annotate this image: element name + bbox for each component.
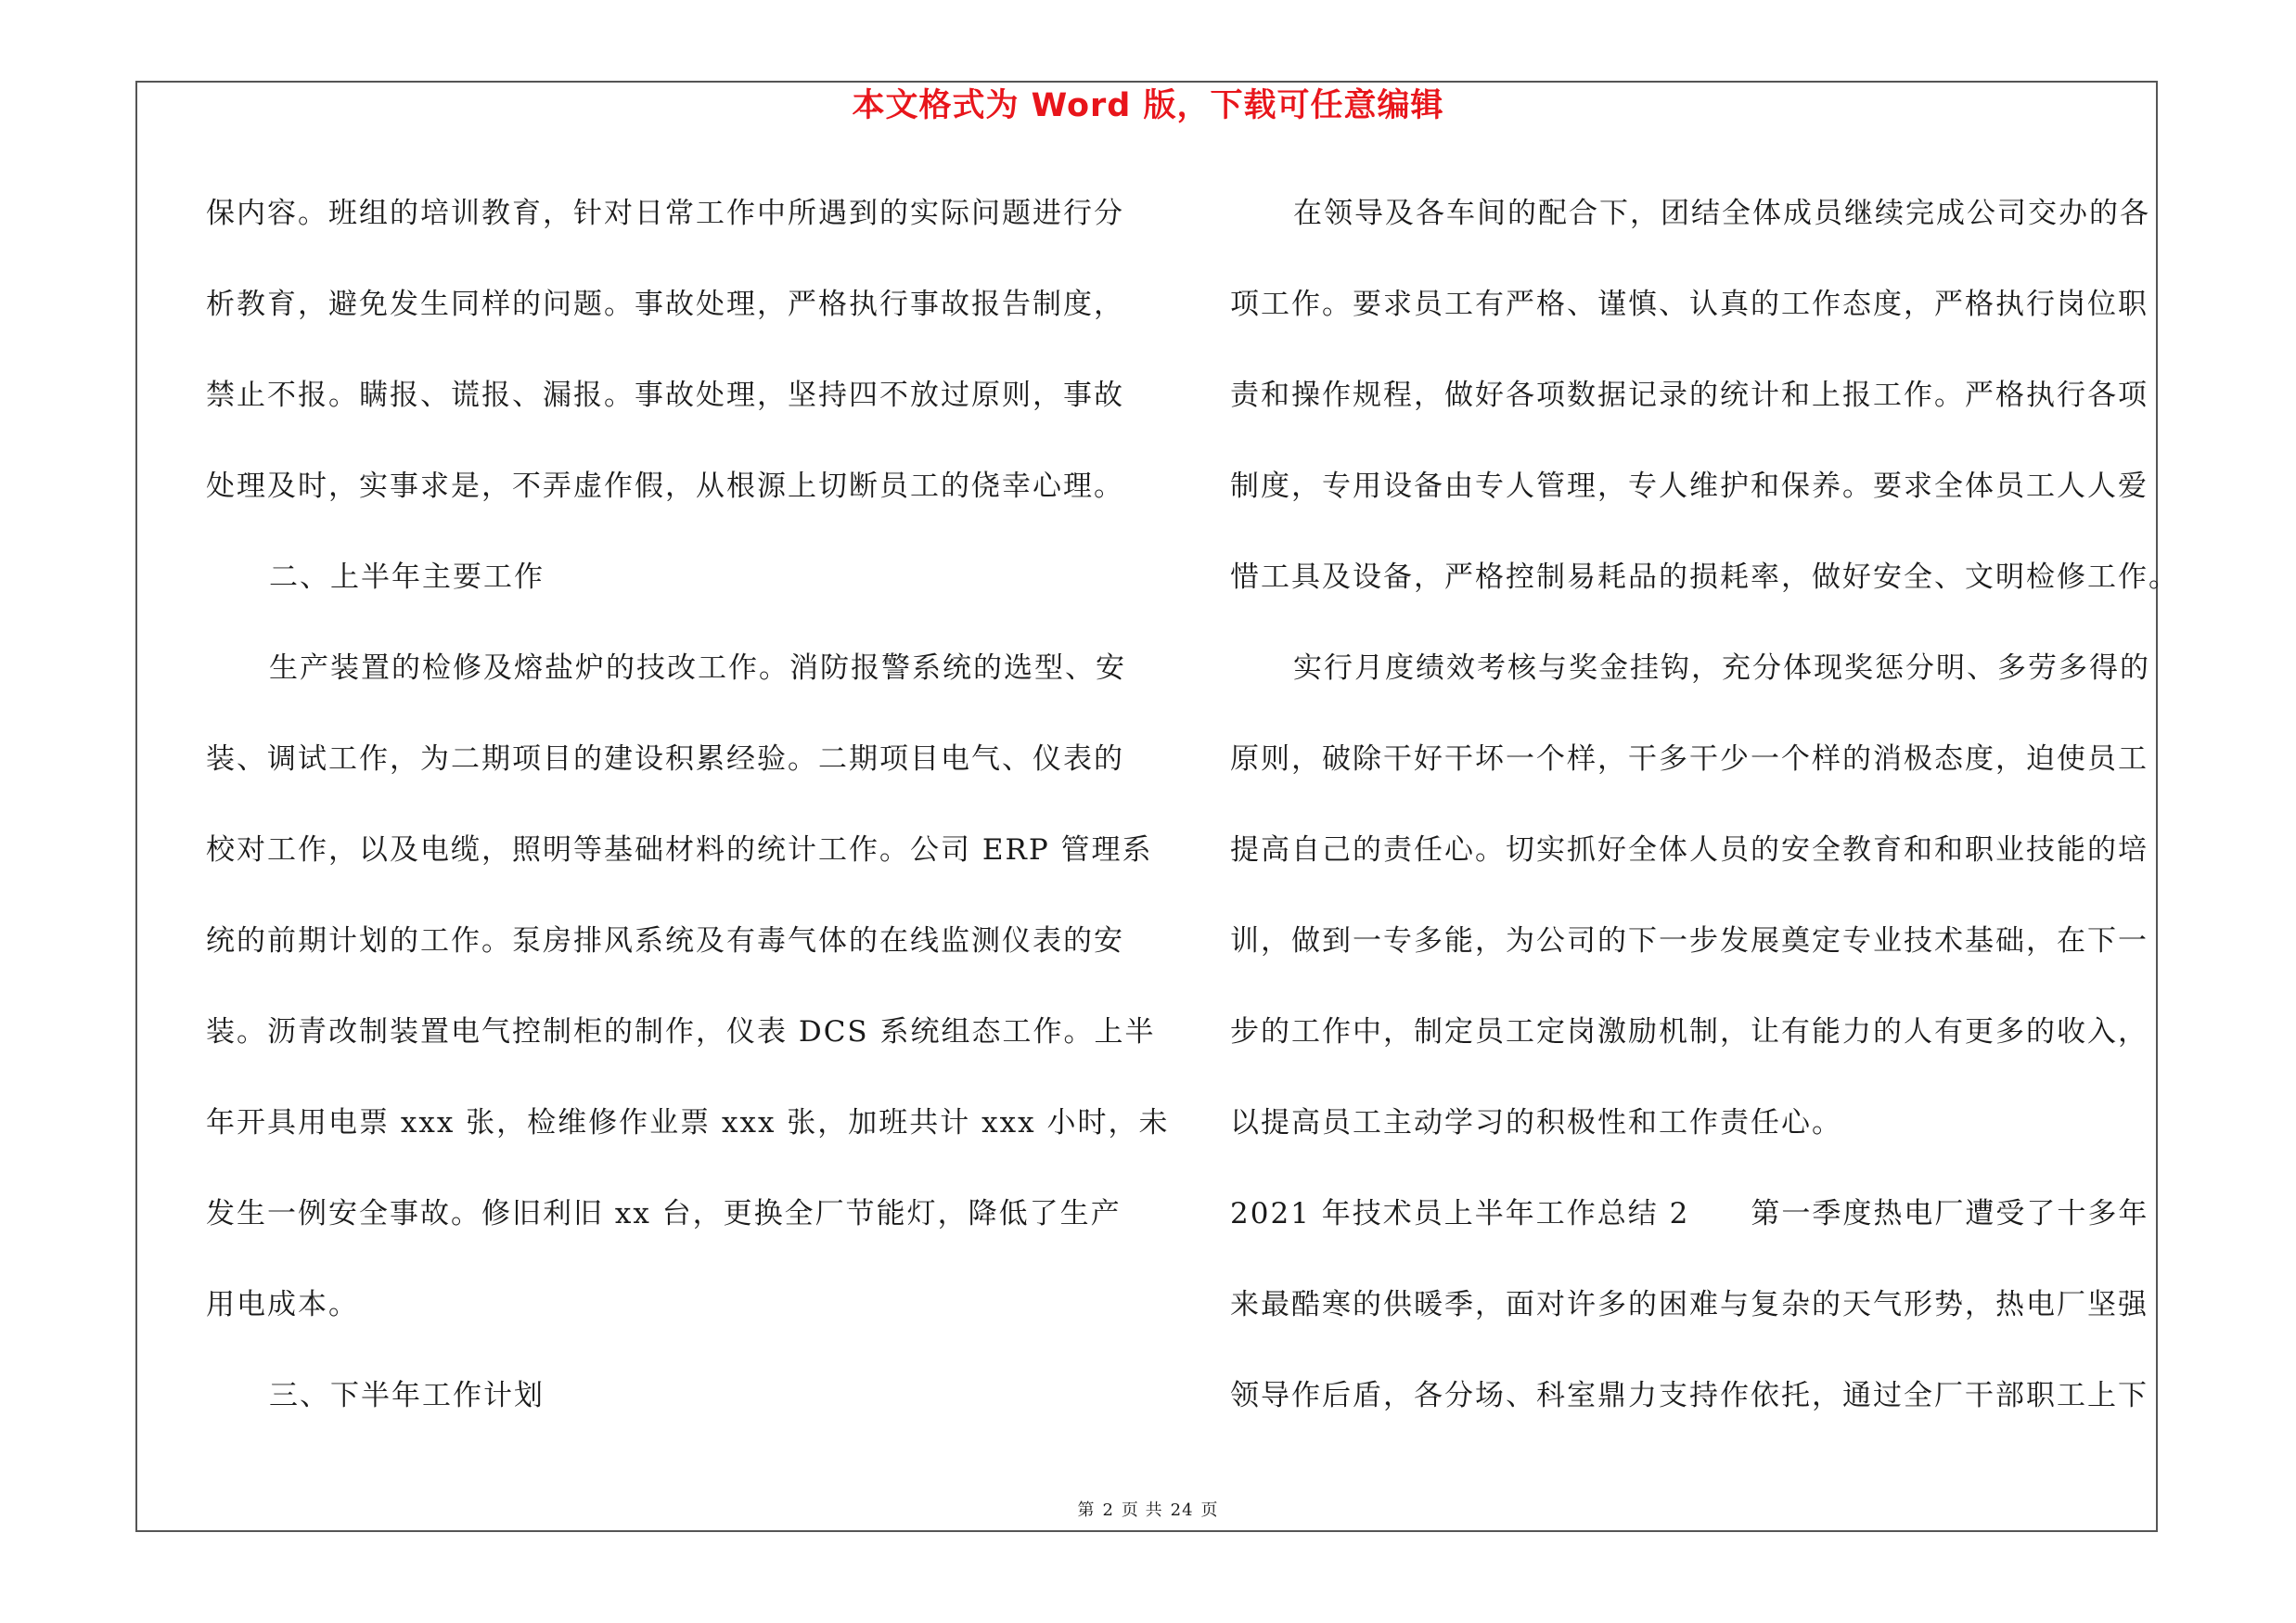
paragraph-line: 项工作。要求员工有严格、谨慎、认真的工作态度，严格执行岗位职 [1230, 288, 2148, 321]
paragraph-line: 领导作后盾，各分场、科室鼎力支持作依托，通过全厂干部职工上下 [1230, 1379, 2148, 1412]
paragraph-line: 在领导及各车间的配合下，团结全体成员继续完成公司交办的各 [1293, 197, 2150, 230]
paragraph-line: 装。沥青改制装置电气控制柜的制作，仪表 DCS 系统组态工作。上半 [206, 1015, 1156, 1049]
paragraph-line: 校对工作，以及电缆，照明等基础材料的统计工作。公司 ERP 管理系 [206, 833, 1153, 867]
paragraph-line: 惜工具及设备，严格控制易耗品的损耗率，做好安全、文明检修工作。 [1230, 560, 2179, 594]
section-heading: 三、下半年工作计划 [269, 1379, 545, 1412]
page-number-footer [0, 1497, 2296, 1521]
paragraph-line: 发生一例安全事故。修旧利旧 xx 台，更换全厂节能灯，降低了生产 [206, 1197, 1122, 1230]
paragraph-line: 原则，破除干好干坏一个样，干多干少一个样的消极态度，迫使员工 [1230, 742, 2148, 776]
paragraph-line: 禁止不报。瞒报、谎报、漏报。事故处理，坚持四不放过原则，事故 [206, 379, 1124, 412]
format-banner: 本文格式为 Word 版，下载可任意编辑 [852, 87, 1444, 124]
paragraph-line: 以提高员工主动学习的积极性和工作责任心。 [1230, 1106, 1842, 1140]
paragraph-line: 统的前期计划的工作。泵房排风系统及有毒气体的在线监测仪表的安 [206, 924, 1124, 958]
paragraph-line: 责和操作规程，做好各项数据记录的统计和上报工作。严格执行各项 [1230, 379, 2148, 412]
section-heading: 二、上半年主要工作 [269, 560, 545, 594]
paragraph-line: 实行月度绩效考核与奖金挂钩，充分体现奖惩分明、多劳多得的 [1293, 651, 2150, 685]
footer-middle: 页 共 [1121, 1501, 1163, 1520]
paragraph-line: 年开具用电票 xxx 张，检维修作业票 xxx 张，加班共计 xxx 小时，未 [206, 1106, 1170, 1140]
paragraph-line: 处理及时，实事求是，不弄虚作假，从根源上切断员工的侥幸心理。 [206, 470, 1124, 503]
paragraph-line: 用电成本。 [206, 1288, 359, 1321]
left-column [206, 181, 1170, 1454]
paragraph-line: 步的工作中，制定员工定岗激励机制，让有能力的人有更多的收入， [1230, 1015, 2148, 1049]
paragraph-line: 生产装置的检修及熔盐炉的技改工作。消防报警系统的选型、安 [269, 651, 1126, 685]
paragraph-line: 提高自己的责任心。切实抓好全体人员的安全教育和和职业技能的培 [1230, 833, 2148, 867]
footer-suffix: 页 [1200, 1501, 1219, 1520]
paragraph-line: 装、调试工作，为二期项目的建设积累经验。二期项目电气、仪表的 [206, 742, 1124, 776]
footer-prefix: 第 [1077, 1501, 1096, 1520]
paragraph-line: 析教育，避免发生同样的问题。事故处理，严格执行事故报告制度， [206, 288, 1124, 321]
paragraph-line: 制度，专用设备由专人管理，专人维护和保养。要求全体员工人人爱 [1230, 470, 2148, 503]
right-column [1230, 181, 2179, 1454]
total-page-count: 24 [1170, 1501, 1194, 1520]
paragraph-line: 训，做到一专多能，为公司的下一步发展奠定专业技术基础，在下一 [1230, 924, 2148, 958]
current-page-number: 2 [1102, 1501, 1114, 1520]
paragraph-line: 保内容。班组的培训教育，针对日常工作中所遇到的实际问题进行分 [206, 197, 1124, 230]
section-title-line: 2021 年技术员上半年工作总结 2 第一季度热电厂遭受了十多年 [1230, 1197, 2149, 1230]
paragraph-line: 来最酷寒的供暖季，面对许多的困难与复杂的天气形势，热电厂坚强 [1230, 1288, 2148, 1321]
